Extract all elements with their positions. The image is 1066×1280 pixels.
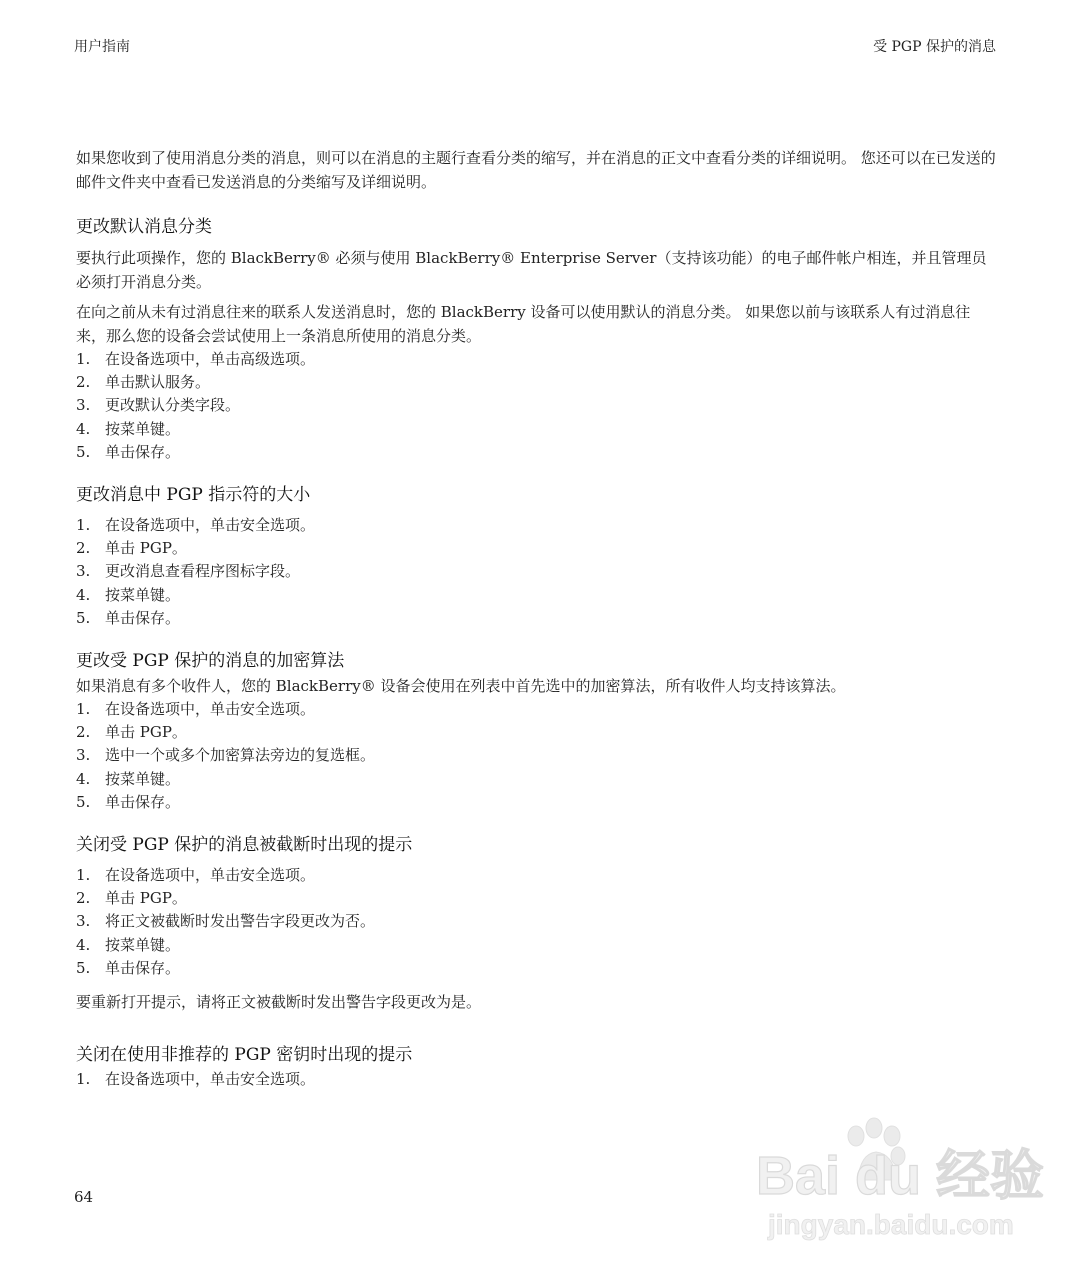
step-number: 3. [76,746,91,765]
running-header-left: 用户指南 [74,39,130,55]
step-number: 1. [76,350,91,368]
step-number: 1. [76,1070,91,1089]
step-number: 3. [76,562,91,581]
step-number: 4. [76,419,91,438]
step-number: 5. [76,442,91,461]
step-text: 单击保存。 [105,608,181,627]
section-title: 关闭在使用非推荐的 PGP 密钥时出现的提示 [76,1045,413,1066]
page-number: 64 [74,1188,94,1206]
step-number: 4. [76,585,91,604]
step-list [76,864,996,980]
section-non-recommended-key-prompt [76,1042,996,1091]
step-item [76,1068,996,1091]
page-content [76,146,996,1109]
step-list [76,698,996,814]
step-number: 2. [76,889,91,908]
step-number: 2. [76,373,91,392]
section-title: 更改默认消息分类 [76,217,212,237]
step-text: 单击默认服务。 [105,373,211,392]
step-number: 4. [76,769,91,788]
step-number: 5. [76,608,91,627]
step-text: 更改消息查看程序图标字段。 [105,562,301,581]
step-list [76,514,996,630]
step-number: 1. [76,700,91,719]
step-text: 将正文被截断时发出警告字段更改为否。 [105,912,376,931]
intro-paragraph: 如果您收到了使用消息分类的消息，则可以在消息的主题行查看分类的缩写，并在消息的正文中查看分类的详细说明。 您还可以在已发送的邮件文件夹中查看已发送消息的分类缩写及详细说明。 [76,149,996,191]
step-text: 在设备选项中，单击安全选项。 [105,1070,316,1089]
step-text: 更改默认分类字段。 [105,396,241,415]
step-number: 5. [76,792,91,811]
step-item [76,514,996,537]
step-number: 5. [76,958,91,977]
baidu-jingyan-watermark [752,1118,1045,1248]
step-number: 4. [76,935,91,954]
running-header-right: 受 PGP 保护的消息 [873,39,996,55]
step-text: 按菜单键。 [105,769,181,788]
step-text: 在设备选项中，单击安全选项。 [105,866,316,885]
step-item [76,584,996,607]
step-text: 在设备选项中，单击安全选项。 [105,700,316,719]
step-list [76,1068,996,1091]
step-text: 在设备选项中，单击安全选项。 [105,516,316,535]
section-title: 更改受 PGP 保护的消息的加密算法 [76,651,345,672]
step-item [76,698,996,721]
step-item [76,887,996,910]
step-number: 3. [76,396,91,415]
step-item [76,910,996,933]
section-note: 要重新打开提示，请将正文被截断时发出警告字段更改为是。 [76,993,482,1012]
step-text: 单击 PGP。 [105,539,187,558]
step-item [76,348,996,371]
step-number: 3. [76,912,91,931]
step-item [76,957,996,980]
step-item [76,791,996,814]
step-text: 单击 PGP。 [105,889,187,908]
step-item [76,721,996,744]
step-list [76,348,996,464]
step-text: 单击保存。 [105,958,181,977]
section-title: 更改消息中 PGP 指示符的大小 [76,485,311,506]
step-item [76,934,996,957]
step-text: 按菜单键。 [105,419,181,438]
step-number: 1. [76,516,91,535]
step-text: 单击保存。 [105,442,181,461]
step-item [76,418,996,441]
step-number: 1. [76,866,91,885]
section-paragraph: 在向之前从未有过消息往来的联系人发送消息时，您的 BlackBerry 设备可以使用默认的消息分类。 如果您以前与该联系人有过消息往来，那么您的设备会尝试使用上一条消息所使用的消息分类。 [76,303,971,345]
step-item [76,394,996,417]
step-item [76,744,996,767]
step-item [76,560,996,583]
watermark-brand: Bai du 经验 [756,1146,1045,1206]
section-paragraph: 要执行此项操作，您的 BlackBerry® 必须与使用 BlackBerry® Enterprise Server（支持该功能）的电子邮件帐户相连，并且管理员必须打开消息分类。 [76,249,987,291]
step-item [76,864,996,887]
step-text: 单击 PGP。 [105,723,187,742]
step-text: 按菜单键。 [105,935,181,954]
section-pgp-indicator-size [76,482,996,630]
step-number: 2. [76,539,91,558]
step-item [76,607,996,630]
section-pgp-encryption-algorithm [76,648,996,814]
step-text: 选中一个或多个加密算法旁边的复选框。 [105,746,376,765]
step-text: 单击保存。 [105,792,181,811]
section-truncated-message-prompt [76,832,996,1014]
step-text: 按菜单键。 [105,585,181,604]
step-item [76,441,996,464]
section-paragraph: 如果消息有多个收件人，您的 BlackBerry® 设备会使用在列表中首先选中的加密算法，所有收件人均支持该算法。 [76,677,846,696]
section-change-default-classification [76,214,996,464]
step-item [76,768,996,791]
step-number: 2. [76,723,91,742]
step-item [76,537,996,560]
watermark-url: jingyan.baidu.com [768,1209,1014,1240]
step-item [76,371,996,394]
step-text: 在设备选项中，单击高级选项。 [105,350,316,368]
section-title: 关闭受 PGP 保护的消息被截断时出现的提示 [76,835,413,856]
